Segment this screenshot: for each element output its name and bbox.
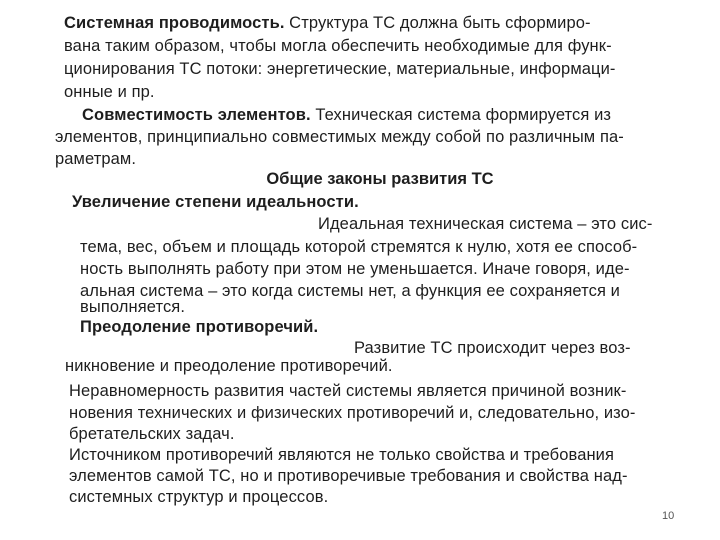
p3-line1: Идеальная техническая система – это сис- [318, 215, 653, 233]
p5-line3: бретательских задач. [69, 425, 235, 443]
p3-line5: выполняется. [80, 298, 186, 316]
p4-term: Преодоление противоречий. [80, 318, 319, 336]
p6-line2: элементов самой ТС, но и противоречивые требования и свойства над- [69, 467, 628, 485]
page-number: 10 [662, 510, 675, 522]
p3-term: Увеличение степени идеальности. [72, 193, 359, 211]
p1-line1-text: Структура ТС должна быть сформиро- [284, 14, 591, 32]
p2-term: Совместимость элементов. [82, 106, 311, 124]
p6-line1: Источником противоречий являются не только свойства и требования [69, 446, 615, 464]
p1-term: Системная проводимость. [64, 14, 285, 32]
p1-line1 [64, 14, 591, 33]
p3-line2: тема, вес, объем и площадь которой стремятся к нулю, хотя ее способ- [80, 238, 638, 256]
p2-line1 [82, 106, 611, 125]
p6-line3: системных структур и процессов. [69, 488, 329, 506]
p1-line4: онные и пр. [64, 83, 155, 101]
p2-line3: раметрам. [55, 150, 137, 168]
p1-line3: ционирования ТС потоки: энергетические, материальные, информаци- [64, 60, 616, 78]
p2-line1-text: Техническая система формируется из [310, 106, 612, 124]
p3-line3: ность выполнять работу при этом не уменьшается. Иначе говоря, иде- [80, 260, 630, 278]
p3-line4: альная система – это когда системы нет, а функция ее сохраняется и [80, 282, 620, 300]
p1-line2: вана таким образом, чтобы могла обеспечить необходимые для функ- [64, 37, 612, 55]
p2-line2: элементов, принципиально совместимых между собой по различным па- [55, 128, 624, 146]
section-heading: Общие законы развития ТС [266, 170, 494, 188]
p4-line2: никновение и преодоление противоречий. [65, 357, 393, 375]
p5-line1: Неравномерность развития частей системы является причиной возник- [69, 382, 627, 400]
p5-line2: новения технических и физических противоречий и, следовательно, изо- [69, 404, 636, 422]
p4-line1: Развитие ТС происходит через воз- [354, 339, 631, 357]
